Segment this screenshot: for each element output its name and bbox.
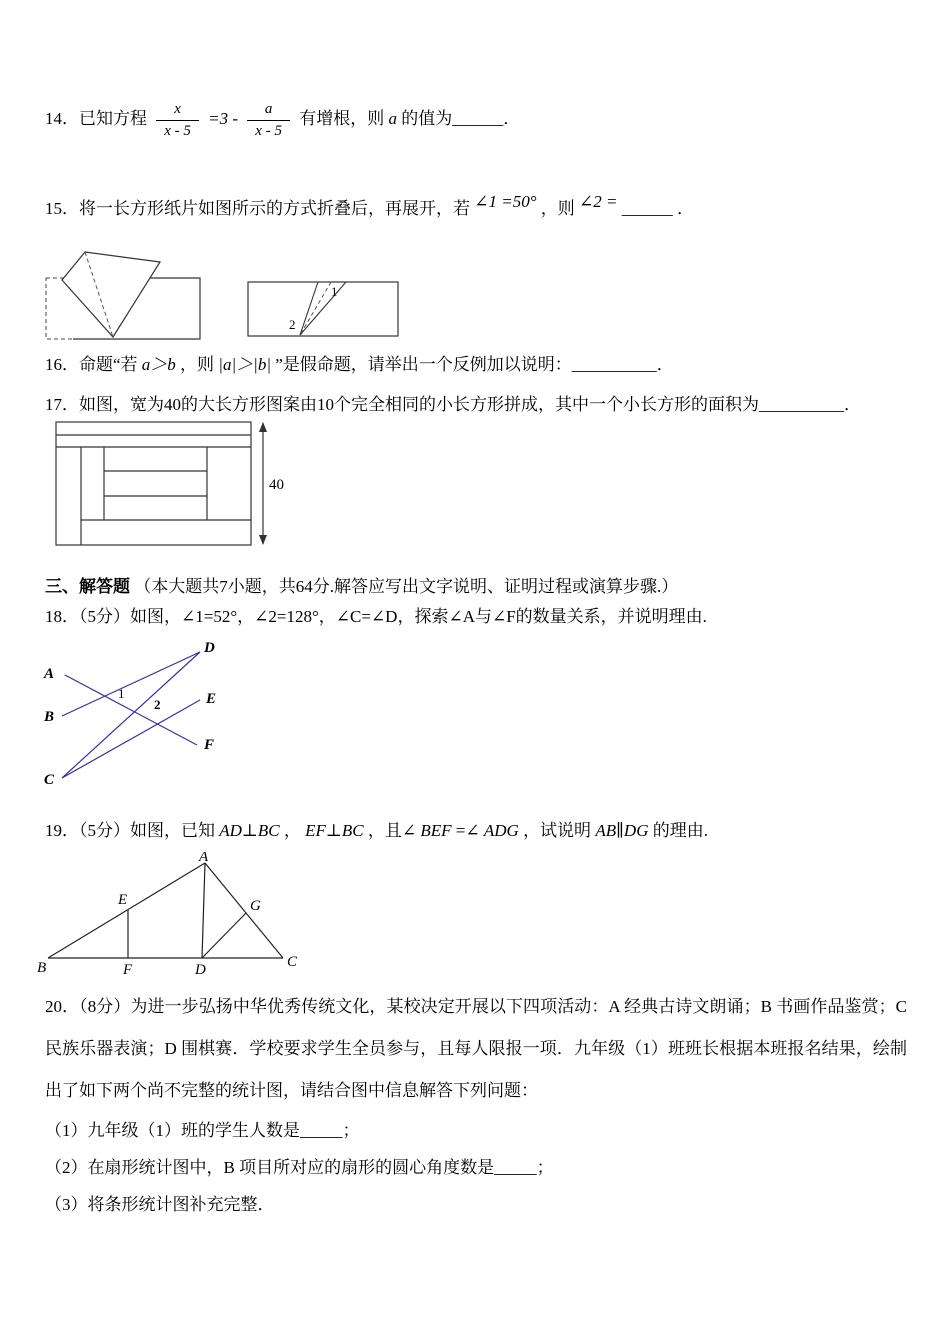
q19-t1: 19．（5分）如图，已知 [45,821,215,840]
q15-mid: ，则 [540,199,575,218]
q18-line-CD [62,652,200,778]
q18-point-A-label: A [44,666,55,682]
q18-angle2-label: 2 [154,697,161,712]
question-15 [45,192,925,222]
q19-point-A-label: A [199,852,209,865]
question-18 [45,604,925,630]
q18-point-E-label: E [206,691,217,707]
q18-point-B-label: B [44,709,55,725]
q18-line-AF [65,675,197,745]
q19-triangle [48,863,283,958]
q18-figure [40,636,235,796]
q14-fraction-2 [247,100,290,141]
q17-width-label: 40 [269,477,284,493]
q15-folded-flap [62,252,160,337]
q19-t3: ，且∠ [367,821,417,840]
question-19 [45,818,925,844]
q19-m4: ADG [483,821,519,840]
q14-post1: 有增根，则 [299,109,385,129]
q18-text: 18．（5分）如图，∠1=52°，∠2=128°，∠C=∠D，探索∠A与∠F的数量关系，并说明理由. [45,607,707,626]
q14-post2: 的值为______． [401,109,521,129]
question-20 [45,986,907,1223]
q19-point-F-label: F [123,962,133,978]
q14-frac2-numerator: a [247,100,290,121]
q19-m5: AB∥DG [595,821,649,840]
q19-t2: ， [283,821,301,840]
q16-inequality-2: |a|＞|b| [218,355,271,374]
q17-text: 17．如图，宽为40的大长方形图案由10个完全相同的小长方形拼成，其中一个小长方形的面积为__________． [45,395,861,414]
q19-point-C-label: C [287,954,298,970]
q15-crease-line-right [300,282,346,335]
q19-segment-DG [202,913,246,958]
q20-item-2: （2）在扇形统计图中，B 项目所对应的扇形的圆心角度数是_____； [45,1158,554,1177]
q14-equation-middle: =3 - [208,109,239,129]
q17-figure [55,419,300,551]
q18-angle1-label: 1 [118,686,125,701]
q19-m1: AD⊥BC [219,821,280,840]
q19-point-G-label: G [250,898,261,914]
question-14 [45,100,905,141]
q19-t6: 的理由. [652,821,708,840]
q19-m3: BEF [420,821,452,840]
q19-point-E-label: E [118,892,128,908]
q20-item-1: （1）九年级（1）班的学生人数是_____； [45,1121,360,1140]
q14-prefix: 14．已知方程 [45,109,147,129]
q19-side-BA [48,863,205,958]
section-3-note: （本大题共7小题，共64分.解答应写出文字说明、证明过程或演算步骤.） [134,577,679,596]
q14-variable-a: a [388,109,397,129]
q16-inequality-1: a＞b [141,355,176,374]
q16-t1: 16．命题“若 [45,355,138,374]
section-3-title: 三、解答题 [45,577,130,596]
q19-t4: =∠ [455,821,480,840]
q18-point-D-label: D [204,640,215,656]
q15-angle1-formula: ∠1 =50° [474,192,537,211]
q18-point-C-label: C [44,772,55,788]
question-16 [45,352,925,378]
section-3-header [45,574,925,600]
q14-frac2-denominator: x - 5 [255,122,282,139]
q19-point-B-label: B [37,960,47,976]
q19-figure [35,852,320,982]
q14-frac1-numerator: x [156,100,199,121]
q14-fraction-1 [156,100,199,141]
q17-outer-rectangle [56,422,251,545]
question-17 [45,392,925,418]
q14-frac1-denominator: x - 5 [164,122,191,139]
q17-width-arrow [259,422,267,545]
q15-figure [45,245,410,350]
q16-t2: ，则 [180,355,215,374]
q19-m2: EF⊥BC [305,821,364,840]
q15-angle2-formula: ∠2 = [579,192,618,211]
q17-rectangle-pattern [56,422,251,545]
q18-line-CE [62,700,200,778]
q19-point-D-label: D [195,962,206,978]
q15-angle2-label: 2 [289,317,296,332]
q18-point-F-label: F [204,737,215,753]
q19-t5: ，试说明 [523,821,592,840]
q18-lines [62,652,200,778]
q15-angle1-label: 1 [331,284,338,299]
q15-blank: ______ ． [621,199,694,218]
q19-altitude-AD [202,863,205,958]
q20-item-3: （3）将条形统计图补充完整． [45,1195,275,1214]
q20-paragraph: 20．（8分）为进一步弘扬中华优秀传统文化，某校决定开展以下四项活动：A 经典古诗文朗诵；B 书画作品鉴赏；C 民族乐器表演；D 围棋赛．学校要求学生全员参与，且每人限报一项．九年级（1）班班长根据本班报名结果，绘制出了如下两个尚不完整的统计图，请结合图中信息解答下列问题： [45,997,907,1100]
q16-t3: ”是假命题，请举出一个反例加以说明：__________． [275,355,674,374]
q15-text: 15．将一长方形纸片如图所示的方式折叠后，再展开，若 [45,199,470,218]
